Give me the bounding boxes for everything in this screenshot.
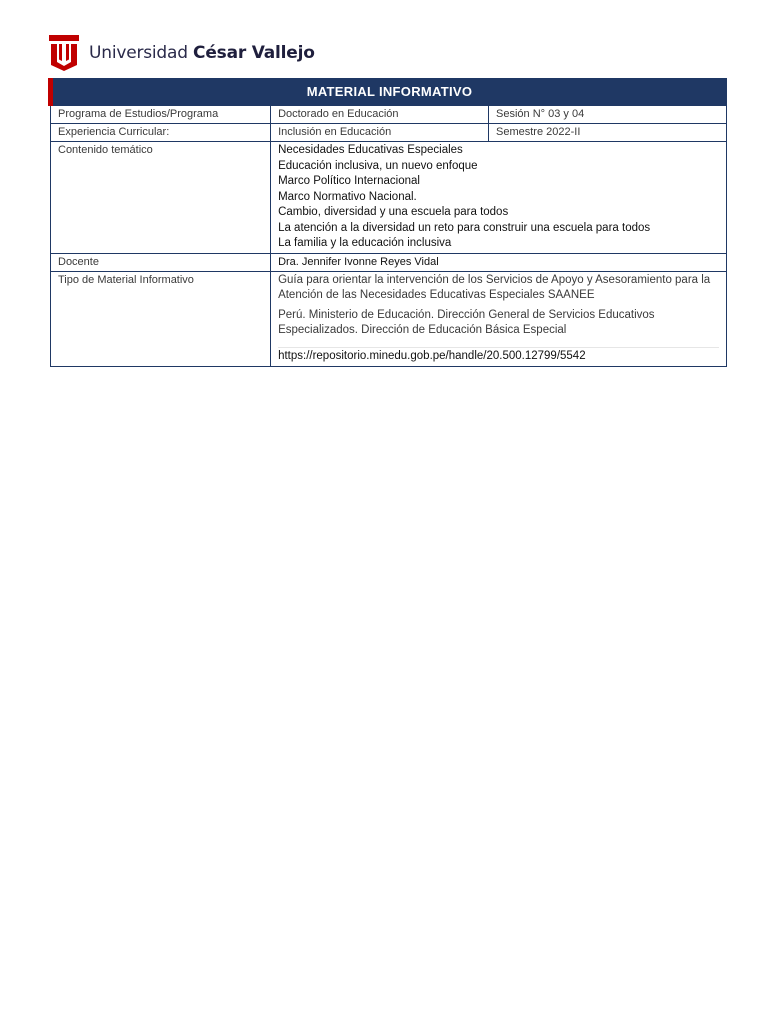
table-header: MATERIAL INFORMATIVO bbox=[51, 79, 727, 106]
material-source: Perú. Ministerio de Educación. Dirección General de Servicios Educativos Especializados. Dirección de Educación Básica Especial bbox=[278, 308, 655, 336]
topic-item: Educación inclusiva, un nuevo enfoque bbox=[278, 159, 478, 172]
table-header-row bbox=[51, 79, 727, 106]
table-row bbox=[51, 142, 727, 254]
material-url-link[interactable]: https://repositorio.minedu.gob.pe/handle/20.500.12799/5542 bbox=[278, 347, 719, 365]
teacher-label: Docente bbox=[51, 253, 271, 271]
material-table bbox=[48, 78, 727, 367]
material-title: Guía para orientar la intervención de los Servicios de Apoyo y Asesoramiento para la Atención de las Necesidades Educativas Especiales SAANEE bbox=[278, 273, 711, 301]
teacher-value: Dra. Jennifer Ivonne Reyes Vidal bbox=[271, 253, 727, 271]
topic-item: Cambio, diversidad y una escuela para todos bbox=[278, 206, 509, 218]
university-name bbox=[89, 43, 315, 63]
curricular-label: Experiencia Curricular: bbox=[51, 124, 271, 142]
program-label: Programa de Estudios/Programa bbox=[51, 106, 271, 124]
topic-item: Marco Político Internacional bbox=[278, 175, 420, 187]
curricular-value: Inclusión en Educación bbox=[271, 124, 489, 142]
ucv-shield-icon bbox=[49, 35, 79, 71]
table-row bbox=[51, 124, 727, 142]
table-row bbox=[51, 271, 727, 367]
material-type-label: Tipo de Material Informativo bbox=[51, 271, 271, 367]
material-details bbox=[271, 271, 727, 367]
session-value: Sesión N° 03 y 04 bbox=[489, 106, 727, 124]
topic-item: Necesidades Educativas Especiales bbox=[278, 144, 463, 156]
topic-item: Marco Normativo Nacional. bbox=[278, 190, 417, 203]
topic-item: La atención a la diversidad un reto para construir una escuela para todos bbox=[278, 221, 651, 234]
table-row bbox=[51, 106, 727, 124]
topics-list bbox=[271, 142, 727, 254]
table-row bbox=[51, 253, 727, 271]
university-name-bold: César Vallejo bbox=[193, 43, 315, 63]
university-name-regular: Universidad bbox=[89, 43, 194, 63]
semester-value: Semestre 2022-II bbox=[489, 124, 727, 142]
content-label: Contenido temático bbox=[51, 142, 271, 254]
program-value: Doctorado en Educación bbox=[271, 106, 489, 124]
university-logo bbox=[49, 35, 315, 71]
topic-item: La familia y la educación inclusiva bbox=[278, 237, 452, 249]
